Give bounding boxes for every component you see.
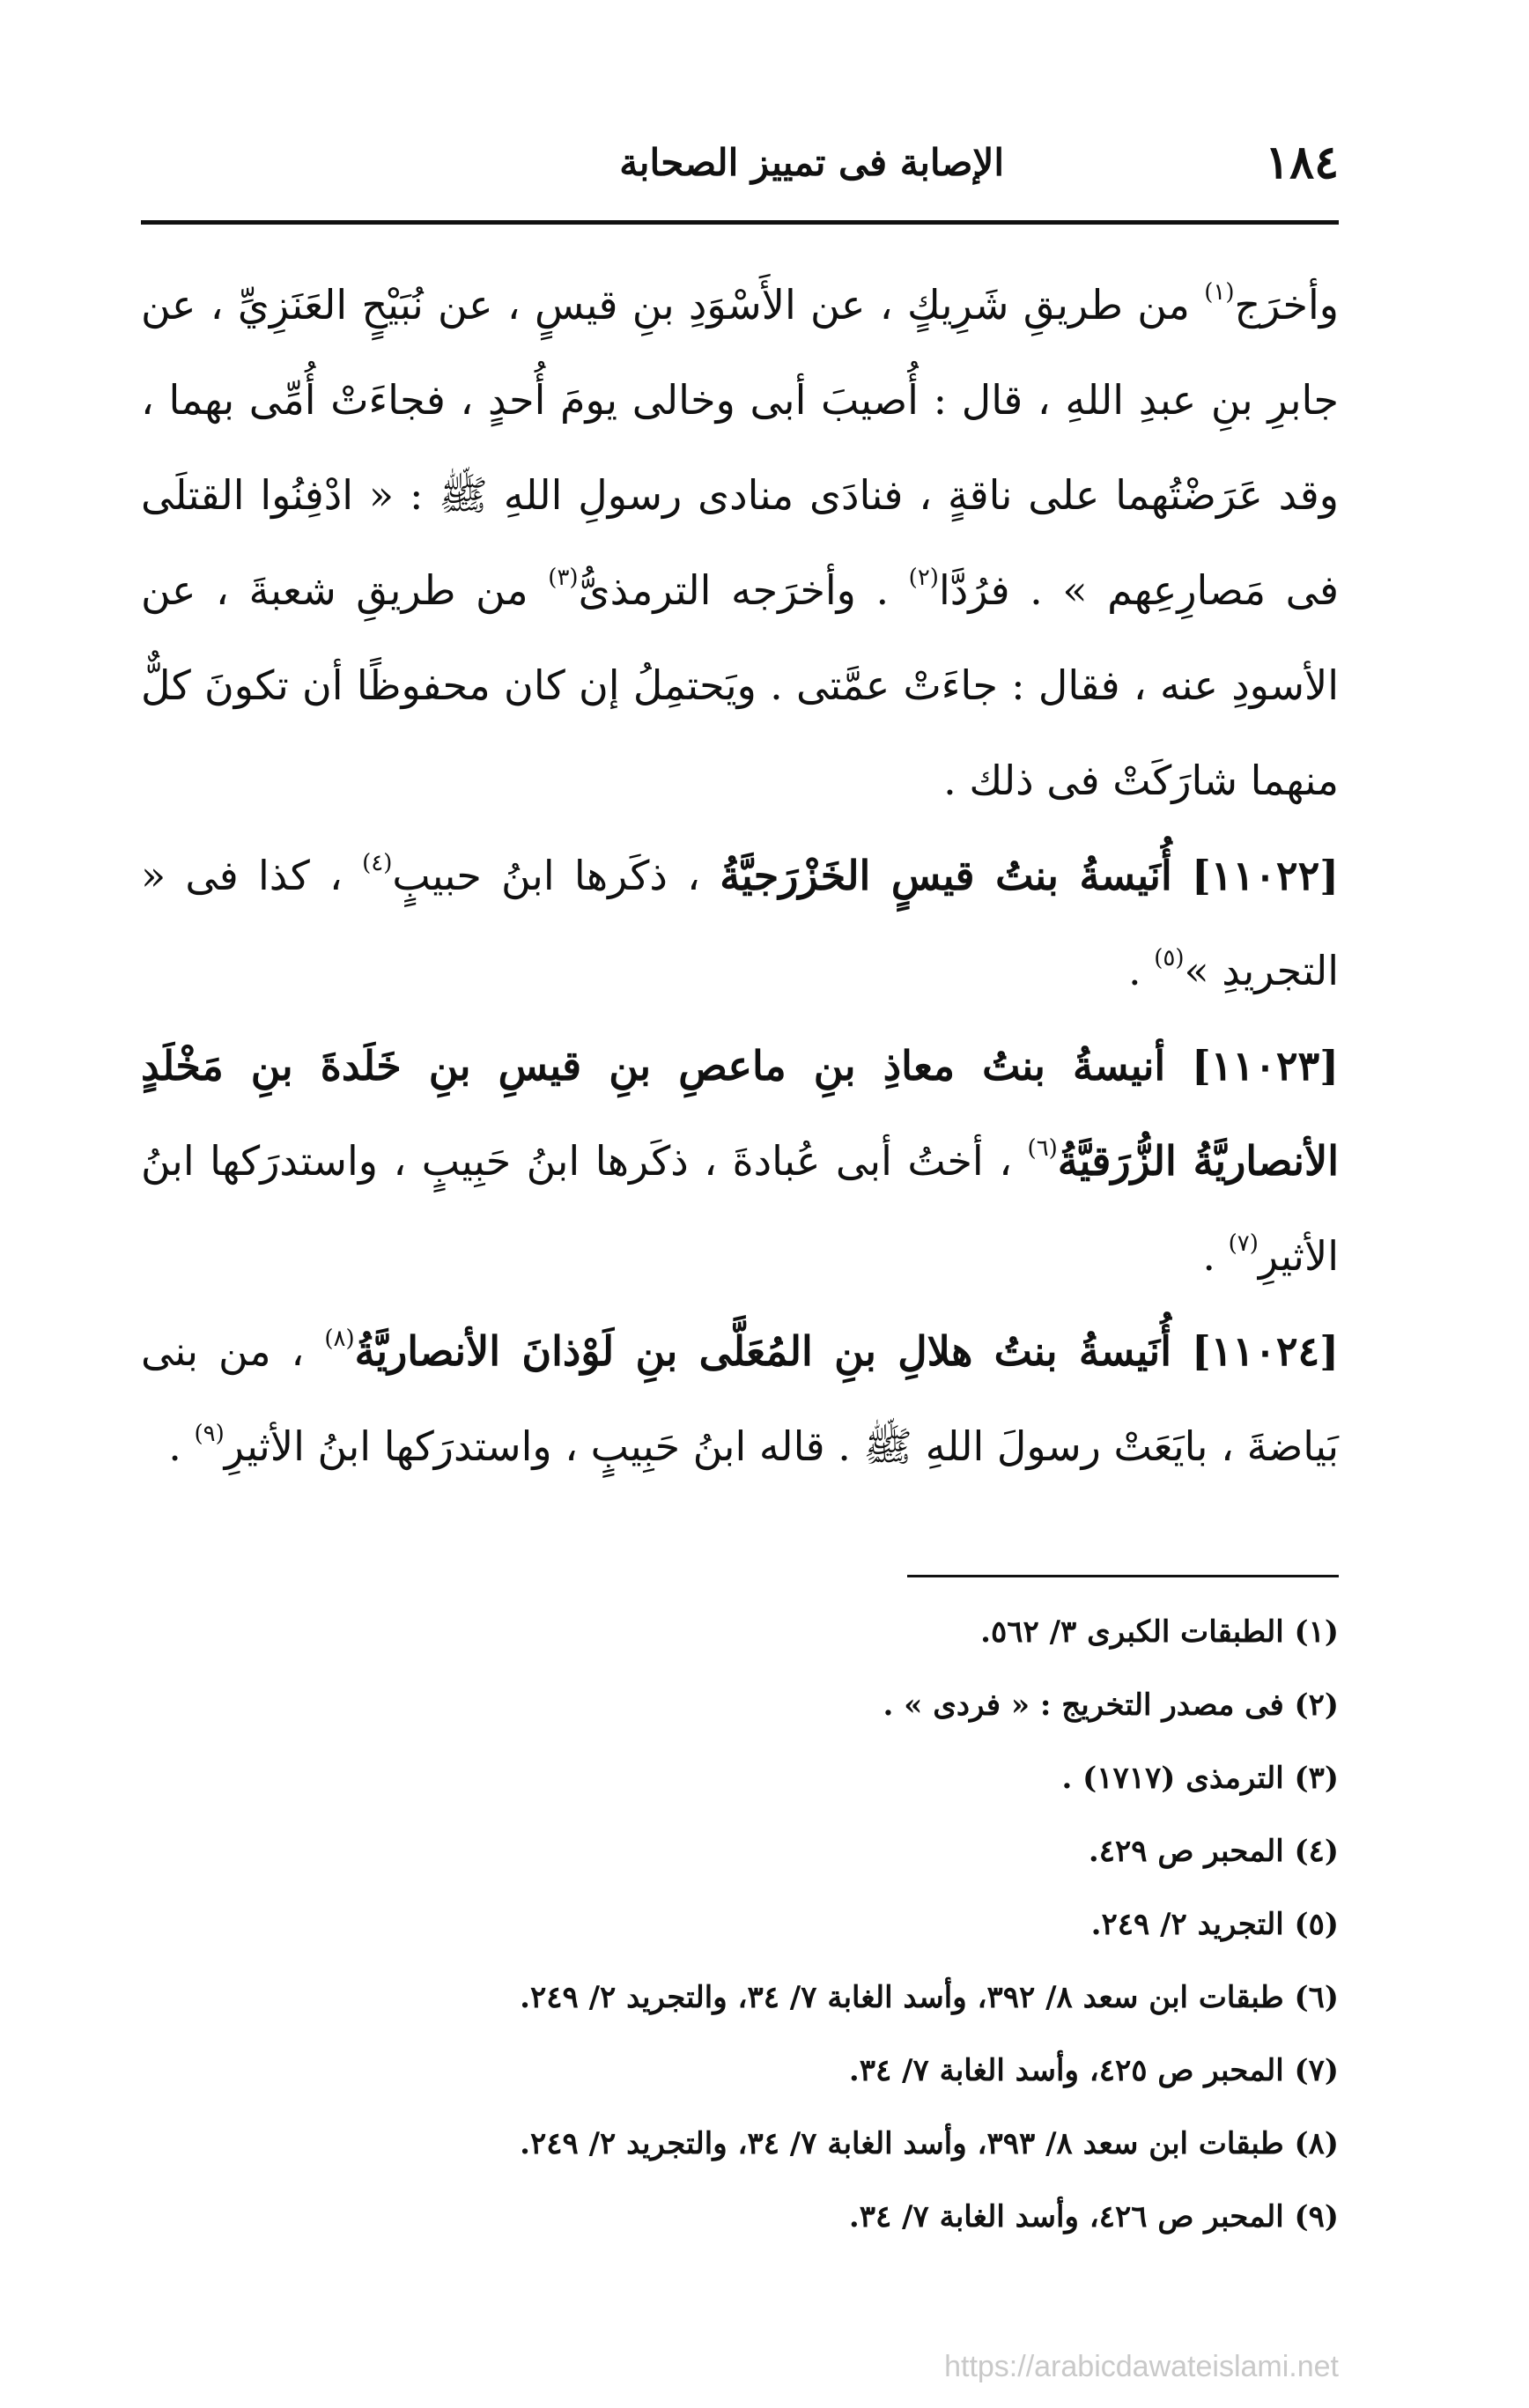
paragraph-1 [141,257,1339,828]
footnote-6: (٦) طبقات ابن سعد ٨/ ٣٩٢، وأسد الغابة ٧/ ٣٤، والتجريد ٢/ ٢٤٩. [520,1980,1339,2015]
entry-11023 [141,1018,1339,1304]
footnote-5: (٥) التجريد ٢/ ٢٤٩. [1090,1907,1339,1942]
paragraph-text: من طريقِ شَرِيكٍ ، عن الأَسْوَدِ بنِ قيسٍ ، عن نُبَيْحٍ العَنَزِيِّ ، عن جابرِ بنِ عبدِ اللهِ ، قال : أُصيبَ أبى وخالى يومَ أُحدٍ ، فجاءَتْ أُمِّى بهما ، وقد عَرَضْتُهما على ناقةٍ ، فنادَى منادى رسولِ اللهِ ﷺ : « ادْفِنُوا القتلَى فى مَصارِعِهم » . فرُدَّا [141,281,1340,614]
footnote-4: (٤) المحبر ص ٤٢٩. [1088,1834,1339,1869]
footnote-ref: (٨) [324,1326,355,1352]
paragraph-text: . وأخرَجه الترمذىُّ [578,566,890,614]
entry-text: . [1202,1232,1215,1280]
header-rule [141,220,1339,225]
paragraph-text: من طريقِ شعبةَ ، عن الأسودِ عنه ، فقال : جاءَتْ عمَّتى . ويَحتمِلُ إن كان محفوظًا أن تكونَ كلٌّ منهما شارَكَتْ فى ذلك . [141,566,1339,804]
footnote-ref: (٧) [1228,1230,1259,1257]
paragraph-text: وأخرَج [1234,281,1339,329]
entry-name: أنيسةُ بنتُ معاذِ بنِ ماعصِ بنِ قيسِ بنِ خَلَدةَ بنِ مَخْلَدٍ الأنصاريَّةُ الزُّرَقيَّةُ [141,1042,1340,1185]
page-number: ١٨٤ [1265,136,1339,189]
entry-number: [١١٠٢٢] [1191,852,1340,899]
entry-name: أُنَيسةُ بنتُ هلالِ بنِ المُعَلَّى بنِ لَوْذانَ الأنصاريَّةُ [354,1327,1171,1375]
footnote-8: (٨) طبقات ابن سعد ٨/ ٣٩٣، وأسد الغابة ٧/ ٣٤، والتجريد ٢/ ٢٤٩. [520,2126,1339,2161]
footnote-ref: (٤) [362,850,393,876]
entry-number: [١١٠٢٣] [1191,1042,1340,1090]
footnote-ref: (١) [1204,279,1235,306]
footnote-1: (١) الطبقات الكبرى ٣/ ٥٦٢. [980,1614,1339,1650]
entry-name: أُنَيسةُ بنتُ قيسٍ الخَزْرَجيَّةُ [720,852,1172,899]
entry-text: ، ذكَرها ابنُ حبيبٍ [392,852,700,899]
entry-text: . [1128,947,1141,994]
entry-text: ، كذا فى « التجريدِ » [141,852,1339,994]
footnote-9: (٩) المحبر ص ٤٢٦، وأسد الغابة ٧/ ٣٤. [848,2199,1339,2234]
entry-text: . [168,1422,181,1470]
footnote-ref: (٦) [1027,1135,1058,1162]
page-header [141,132,1339,194]
footnote-2: (٢) فى مصدر التخريج : « فردى » . [883,1688,1339,1723]
footnotes-list [141,1596,1339,2254]
footnote-ref: (٥) [1154,945,1185,971]
footnote-ref: (٢) [908,565,939,591]
footnote-ref: (٣) [548,565,579,591]
entry-11024 [141,1304,1339,1494]
running-title: الإصابة فى تمييز الصحابة [619,141,1004,184]
entry-11022 [141,828,1339,1018]
watermark-url: https://arabicdawateislami.net [944,2350,1339,2383]
footnote-ref: (٩) [194,1421,225,1447]
entry-text: ، أختُ أبى عُبادةَ ، ذكَرها ابنُ حَبِيبٍ ، واستدرَكها ابنُ الأثيرِ [141,1137,1339,1280]
entry-text: ، من بنى بَياضةَ ، بايَعَتْ رسولَ اللهِ ﷺ . قاله ابنُ حَبِيبٍ ، واستدرَكها ابنُ الأثيرِ [141,1327,1339,1470]
entry-number: [١١٠٢٤] [1191,1327,1340,1375]
footnote-3: (٣) الترمذى (١٧١٧) . [1061,1761,1339,1796]
footnote-7: (٧) المحبر ص ٤٢٥، وأسد الغابة ٧/ ٣٤. [848,2053,1339,2088]
body-text [141,257,1339,1494]
footnote-rule [907,1575,1339,1577]
